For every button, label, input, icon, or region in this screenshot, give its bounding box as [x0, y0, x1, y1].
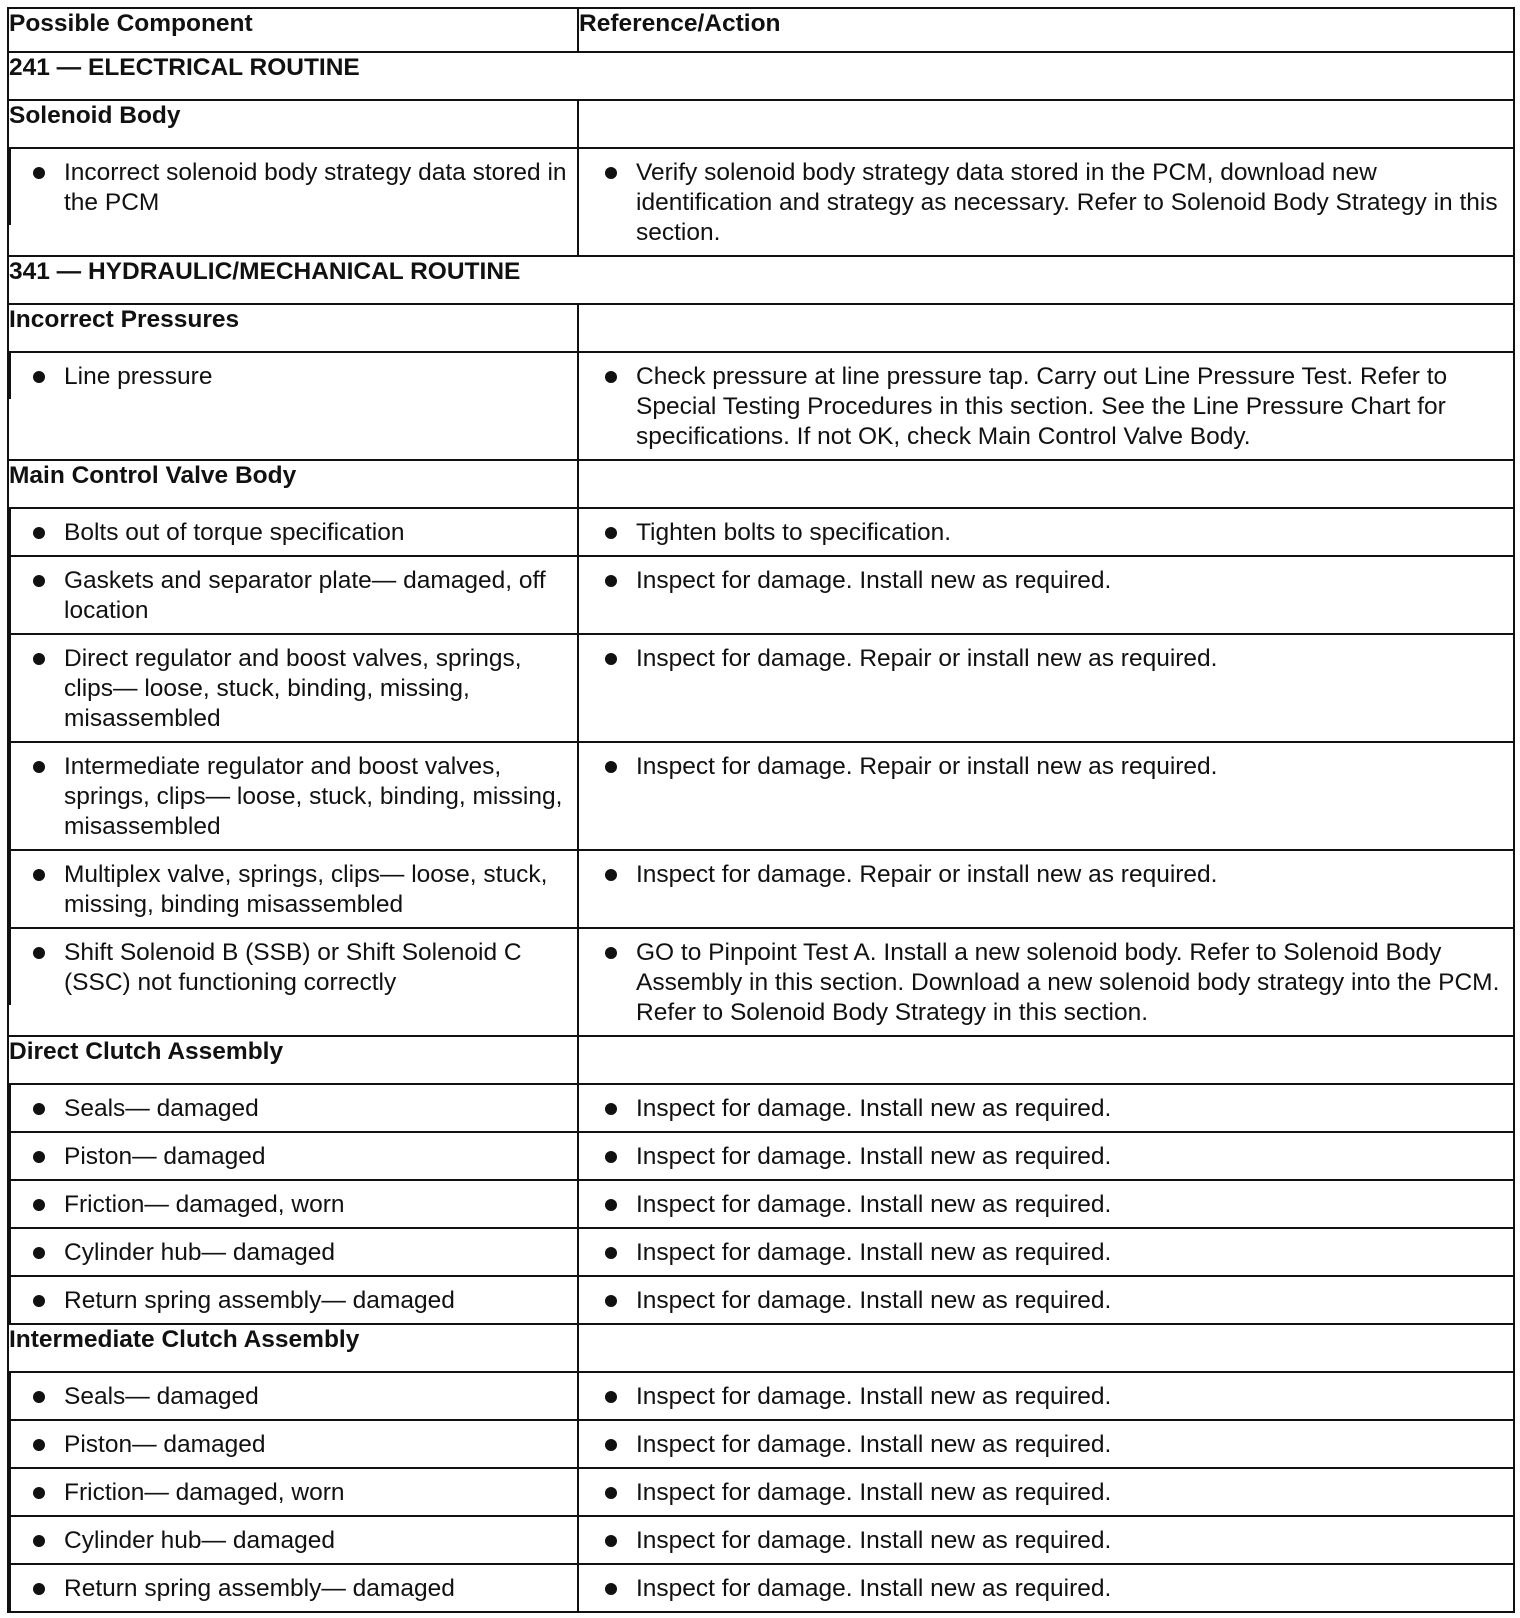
- action-text: Inspect for damage. Install new as required.: [636, 1287, 1112, 1314]
- component-indent: [9, 1277, 569, 1323]
- bullet-icon: [605, 1151, 617, 1163]
- component-bullet-item: [33, 1142, 569, 1172]
- component-bullet-item: [33, 518, 569, 548]
- bullet-icon: [605, 869, 617, 881]
- component-indent: [9, 1565, 569, 1611]
- group-empty-cell: [578, 1324, 1514, 1372]
- component-bullet-item: [33, 1526, 569, 1556]
- table-row: [8, 1180, 1514, 1228]
- component-cell: [8, 1132, 578, 1180]
- action-bullet-item: [605, 1190, 1501, 1220]
- routine-title: 341 — HYDRAULIC/MECHANICAL ROUTINE: [8, 256, 1514, 304]
- action-text: Inspect for damage. Install new as required.: [636, 1143, 1112, 1170]
- component-bullet-item: [33, 362, 569, 392]
- group-row: [8, 1324, 1514, 1372]
- component-cell: [8, 850, 578, 928]
- component-bullet-item: [33, 158, 569, 218]
- group-title: Direct Clutch Assembly: [8, 1036, 578, 1084]
- bullet-icon: [33, 371, 45, 383]
- component-indent: [9, 1469, 569, 1515]
- component-text: Multiplex valve, springs, clips— loose, stuck, missing, binding misassembled: [64, 861, 548, 918]
- table-row: [8, 148, 1514, 256]
- action-bullet-item: [605, 518, 1501, 548]
- diagnostic-table: [7, 7, 1515, 1613]
- action-text: Inspect for damage. Repair or install new as required.: [636, 861, 1218, 888]
- component-text: Piston— damaged: [64, 1143, 266, 1170]
- group-title: Main Control Valve Body: [8, 460, 578, 508]
- component-cell: [8, 1276, 578, 1324]
- table-row: [8, 850, 1514, 928]
- action-text: Check pressure at line pressure tap. Carry out Line Pressure Test. Refer to Special Testing Procedures in this section. See the Line Pressure Chart for specifications. If not OK, check Main Control Valve Body.: [636, 363, 1448, 450]
- action-text: GO to Pinpoint Test A. Install a new solenoid body. Refer to Solenoid Body Assembly in this section. Download a new solenoid body strategy into the PCM. Refer to Solenoid Body Strategy in this section.: [636, 939, 1500, 1026]
- bullet-icon: [33, 947, 45, 959]
- component-bullet-item: [33, 1430, 569, 1460]
- bullet-icon: [605, 1295, 617, 1307]
- bullet-icon: [605, 527, 617, 539]
- component-cell: [8, 1228, 578, 1276]
- component-bullet-item: [33, 1286, 569, 1316]
- group-row: [8, 460, 1514, 508]
- bullet-icon: [605, 1535, 617, 1547]
- action-text: Inspect for damage. Install new as required.: [636, 1479, 1112, 1506]
- component-bullet-item: [33, 752, 569, 842]
- action-bullet-item: [605, 644, 1501, 674]
- group-row: [8, 304, 1514, 352]
- component-bullet-item: [33, 860, 569, 920]
- group-empty-cell: [578, 304, 1514, 352]
- action-text: Inspect for damage. Install new as required.: [636, 1191, 1112, 1218]
- component-text: Seals— damaged: [64, 1383, 259, 1410]
- component-text: Shift Solenoid B (SSB) or Shift Solenoid C (SSC) not functioning correctly: [64, 939, 522, 996]
- table-row: [8, 1132, 1514, 1180]
- component-text: Cylinder hub— damaged: [64, 1527, 336, 1554]
- component-indent: [9, 149, 569, 225]
- component-bullet-item: [33, 1574, 569, 1604]
- bullet-icon: [33, 527, 45, 539]
- action-cell: [578, 508, 1514, 556]
- action-cell: [578, 850, 1514, 928]
- action-bullet-item: [605, 860, 1501, 890]
- group-row: [8, 1036, 1514, 1084]
- bullet-icon: [33, 761, 45, 773]
- component-indent: [9, 1517, 569, 1563]
- component-bullet-item: [33, 1382, 569, 1412]
- action-cell: [578, 556, 1514, 634]
- table-row: [8, 1468, 1514, 1516]
- table-row: [8, 1564, 1514, 1612]
- header-possible-component: Possible Component: [8, 8, 578, 52]
- component-indent: [9, 353, 569, 399]
- action-text: Inspect for damage. Install new as required.: [636, 1431, 1112, 1458]
- component-text: Direct regulator and boost valves, springs, clips— loose, stuck, binding, missing, misassembled: [64, 645, 522, 732]
- bullet-icon: [33, 869, 45, 881]
- table-row: [8, 1228, 1514, 1276]
- action-text: Inspect for damage. Install new as required.: [636, 567, 1112, 594]
- action-cell: [578, 928, 1514, 1036]
- component-indent: [9, 929, 569, 1005]
- bullet-icon: [605, 1487, 617, 1499]
- group-empty-cell: [578, 460, 1514, 508]
- action-bullet-item: [605, 752, 1501, 782]
- component-indent: [9, 635, 569, 741]
- bullet-icon: [605, 653, 617, 665]
- bullet-icon: [605, 1391, 617, 1403]
- component-text: Cylinder hub— damaged: [64, 1239, 336, 1266]
- component-cell: [8, 928, 578, 1036]
- bullet-icon: [605, 371, 617, 383]
- component-indent: [9, 743, 569, 849]
- bullet-icon: [33, 1199, 45, 1211]
- bullet-icon: [33, 1391, 45, 1403]
- component-cell: [8, 1564, 578, 1612]
- bullet-icon: [605, 1583, 617, 1595]
- action-bullet-item: [605, 1142, 1501, 1172]
- component-bullet-item: [33, 938, 569, 998]
- component-indent: [9, 1421, 569, 1467]
- group-empty-cell: [578, 1036, 1514, 1084]
- action-cell: [578, 352, 1514, 460]
- component-text: Friction— damaged, worn: [64, 1479, 345, 1506]
- component-text: Incorrect solenoid body strategy data stored in the PCM: [64, 159, 567, 216]
- component-cell: [8, 556, 578, 634]
- action-bullet-item: [605, 566, 1501, 596]
- component-cell: [8, 1468, 578, 1516]
- action-cell: [578, 1516, 1514, 1564]
- component-cell: [8, 1180, 578, 1228]
- bullet-icon: [605, 1439, 617, 1451]
- component-text: Intermediate regulator and boost valves, springs, clips— loose, stuck, binding, missing, misassembled: [64, 753, 563, 840]
- action-cell: [578, 1084, 1514, 1132]
- bullet-icon: [605, 1103, 617, 1115]
- action-cell: [578, 1180, 1514, 1228]
- action-bullet-item: [605, 158, 1501, 248]
- action-bullet-item: [605, 1526, 1501, 1556]
- action-bullet-item: [605, 938, 1501, 1028]
- bullet-icon: [605, 575, 617, 587]
- component-cell: [8, 1516, 578, 1564]
- routine-row: [8, 256, 1514, 304]
- table-row: [8, 1084, 1514, 1132]
- component-cell: [8, 148, 578, 256]
- component-bullet-item: [33, 644, 569, 734]
- table-row: [8, 508, 1514, 556]
- table-row: [8, 556, 1514, 634]
- table-row: [8, 742, 1514, 850]
- action-bullet-item: [605, 362, 1501, 452]
- component-bullet-item: [33, 1478, 569, 1508]
- bullet-icon: [33, 167, 45, 179]
- table-row: [8, 1516, 1514, 1564]
- bullet-icon: [33, 575, 45, 587]
- component-indent: [9, 1229, 569, 1275]
- bullet-icon: [33, 1583, 45, 1595]
- component-indent: [9, 851, 569, 927]
- action-text: Tighten bolts to specification.: [636, 519, 952, 546]
- action-text: Inspect for damage. Repair or install new as required.: [636, 645, 1218, 672]
- group-title: Solenoid Body: [8, 100, 578, 148]
- bullet-icon: [605, 761, 617, 773]
- component-bullet-item: [33, 1238, 569, 1268]
- group-empty-cell: [578, 100, 1514, 148]
- action-bullet-item: [605, 1574, 1501, 1604]
- action-text: Verify solenoid body strategy data stored in the PCM, download new identification and strategy as necessary. Refer to Solenoid Body Strategy in this section.: [636, 159, 1498, 246]
- component-text: Line pressure: [64, 363, 213, 390]
- component-text: Gaskets and separator plate— damaged, off location: [64, 567, 546, 624]
- component-bullet-item: [33, 566, 569, 626]
- bullet-icon: [33, 1487, 45, 1499]
- bullet-icon: [33, 1535, 45, 1547]
- bullet-icon: [33, 653, 45, 665]
- component-cell: [8, 508, 578, 556]
- action-cell: [578, 1276, 1514, 1324]
- table-header-row: [8, 8, 1514, 52]
- bullet-icon: [605, 947, 617, 959]
- action-cell: [578, 742, 1514, 850]
- component-cell: [8, 352, 578, 460]
- component-text: Friction— damaged, worn: [64, 1191, 345, 1218]
- component-cell: [8, 1084, 578, 1132]
- component-bullet-item: [33, 1190, 569, 1220]
- bullet-icon: [33, 1295, 45, 1307]
- action-cell: [578, 1132, 1514, 1180]
- action-text: Inspect for damage. Install new as required.: [636, 1575, 1112, 1602]
- action-bullet-item: [605, 1430, 1501, 1460]
- component-cell: [8, 1420, 578, 1468]
- action-bullet-item: [605, 1478, 1501, 1508]
- component-cell: [8, 742, 578, 850]
- component-indent: [9, 557, 569, 633]
- bullet-icon: [33, 1439, 45, 1451]
- table-row: [8, 1372, 1514, 1420]
- action-text: Inspect for damage. Install new as required.: [636, 1527, 1112, 1554]
- component-indent: [9, 509, 569, 555]
- bullet-icon: [605, 1199, 617, 1211]
- action-text: Inspect for damage. Install new as required.: [636, 1095, 1112, 1122]
- bullet-icon: [605, 167, 617, 179]
- action-text: Inspect for damage. Install new as required.: [636, 1239, 1112, 1266]
- action-cell: [578, 634, 1514, 742]
- bullet-icon: [33, 1103, 45, 1115]
- bullet-icon: [605, 1247, 617, 1259]
- group-title: Intermediate Clutch Assembly: [8, 1324, 578, 1372]
- action-bullet-item: [605, 1238, 1501, 1268]
- action-bullet-item: [605, 1382, 1501, 1412]
- component-indent: [9, 1181, 569, 1227]
- table-row: [8, 928, 1514, 1036]
- component-text: Return spring assembly— damaged: [64, 1575, 455, 1602]
- component-cell: [8, 634, 578, 742]
- table-row: [8, 634, 1514, 742]
- component-text: Bolts out of torque specification: [64, 519, 405, 546]
- header-reference-action: Reference/Action: [578, 8, 1514, 52]
- component-text: Seals— damaged: [64, 1095, 259, 1122]
- component-indent: [9, 1133, 569, 1179]
- action-cell: [578, 1468, 1514, 1516]
- component-text: Return spring assembly— damaged: [64, 1287, 455, 1314]
- component-indent: [9, 1373, 569, 1419]
- bullet-icon: [33, 1247, 45, 1259]
- component-indent: [9, 1085, 569, 1131]
- action-cell: [578, 1420, 1514, 1468]
- component-text: Piston— damaged: [64, 1431, 266, 1458]
- group-row: [8, 100, 1514, 148]
- action-text: Inspect for damage. Repair or install new as required.: [636, 753, 1218, 780]
- table-row: [8, 352, 1514, 460]
- action-cell: [578, 148, 1514, 256]
- action-bullet-item: [605, 1286, 1501, 1316]
- table-row: [8, 1420, 1514, 1468]
- action-cell: [578, 1564, 1514, 1612]
- component-bullet-item: [33, 1094, 569, 1124]
- routine-row: [8, 52, 1514, 100]
- bullet-icon: [33, 1151, 45, 1163]
- action-cell: [578, 1228, 1514, 1276]
- routine-title: 241 — ELECTRICAL ROUTINE: [8, 52, 1514, 100]
- table-body: [8, 8, 1514, 1612]
- action-text: Inspect for damage. Install new as required.: [636, 1383, 1112, 1410]
- action-cell: [578, 1372, 1514, 1420]
- table-row: [8, 1276, 1514, 1324]
- action-bullet-item: [605, 1094, 1501, 1124]
- group-title: Incorrect Pressures: [8, 304, 578, 352]
- component-cell: [8, 1372, 578, 1420]
